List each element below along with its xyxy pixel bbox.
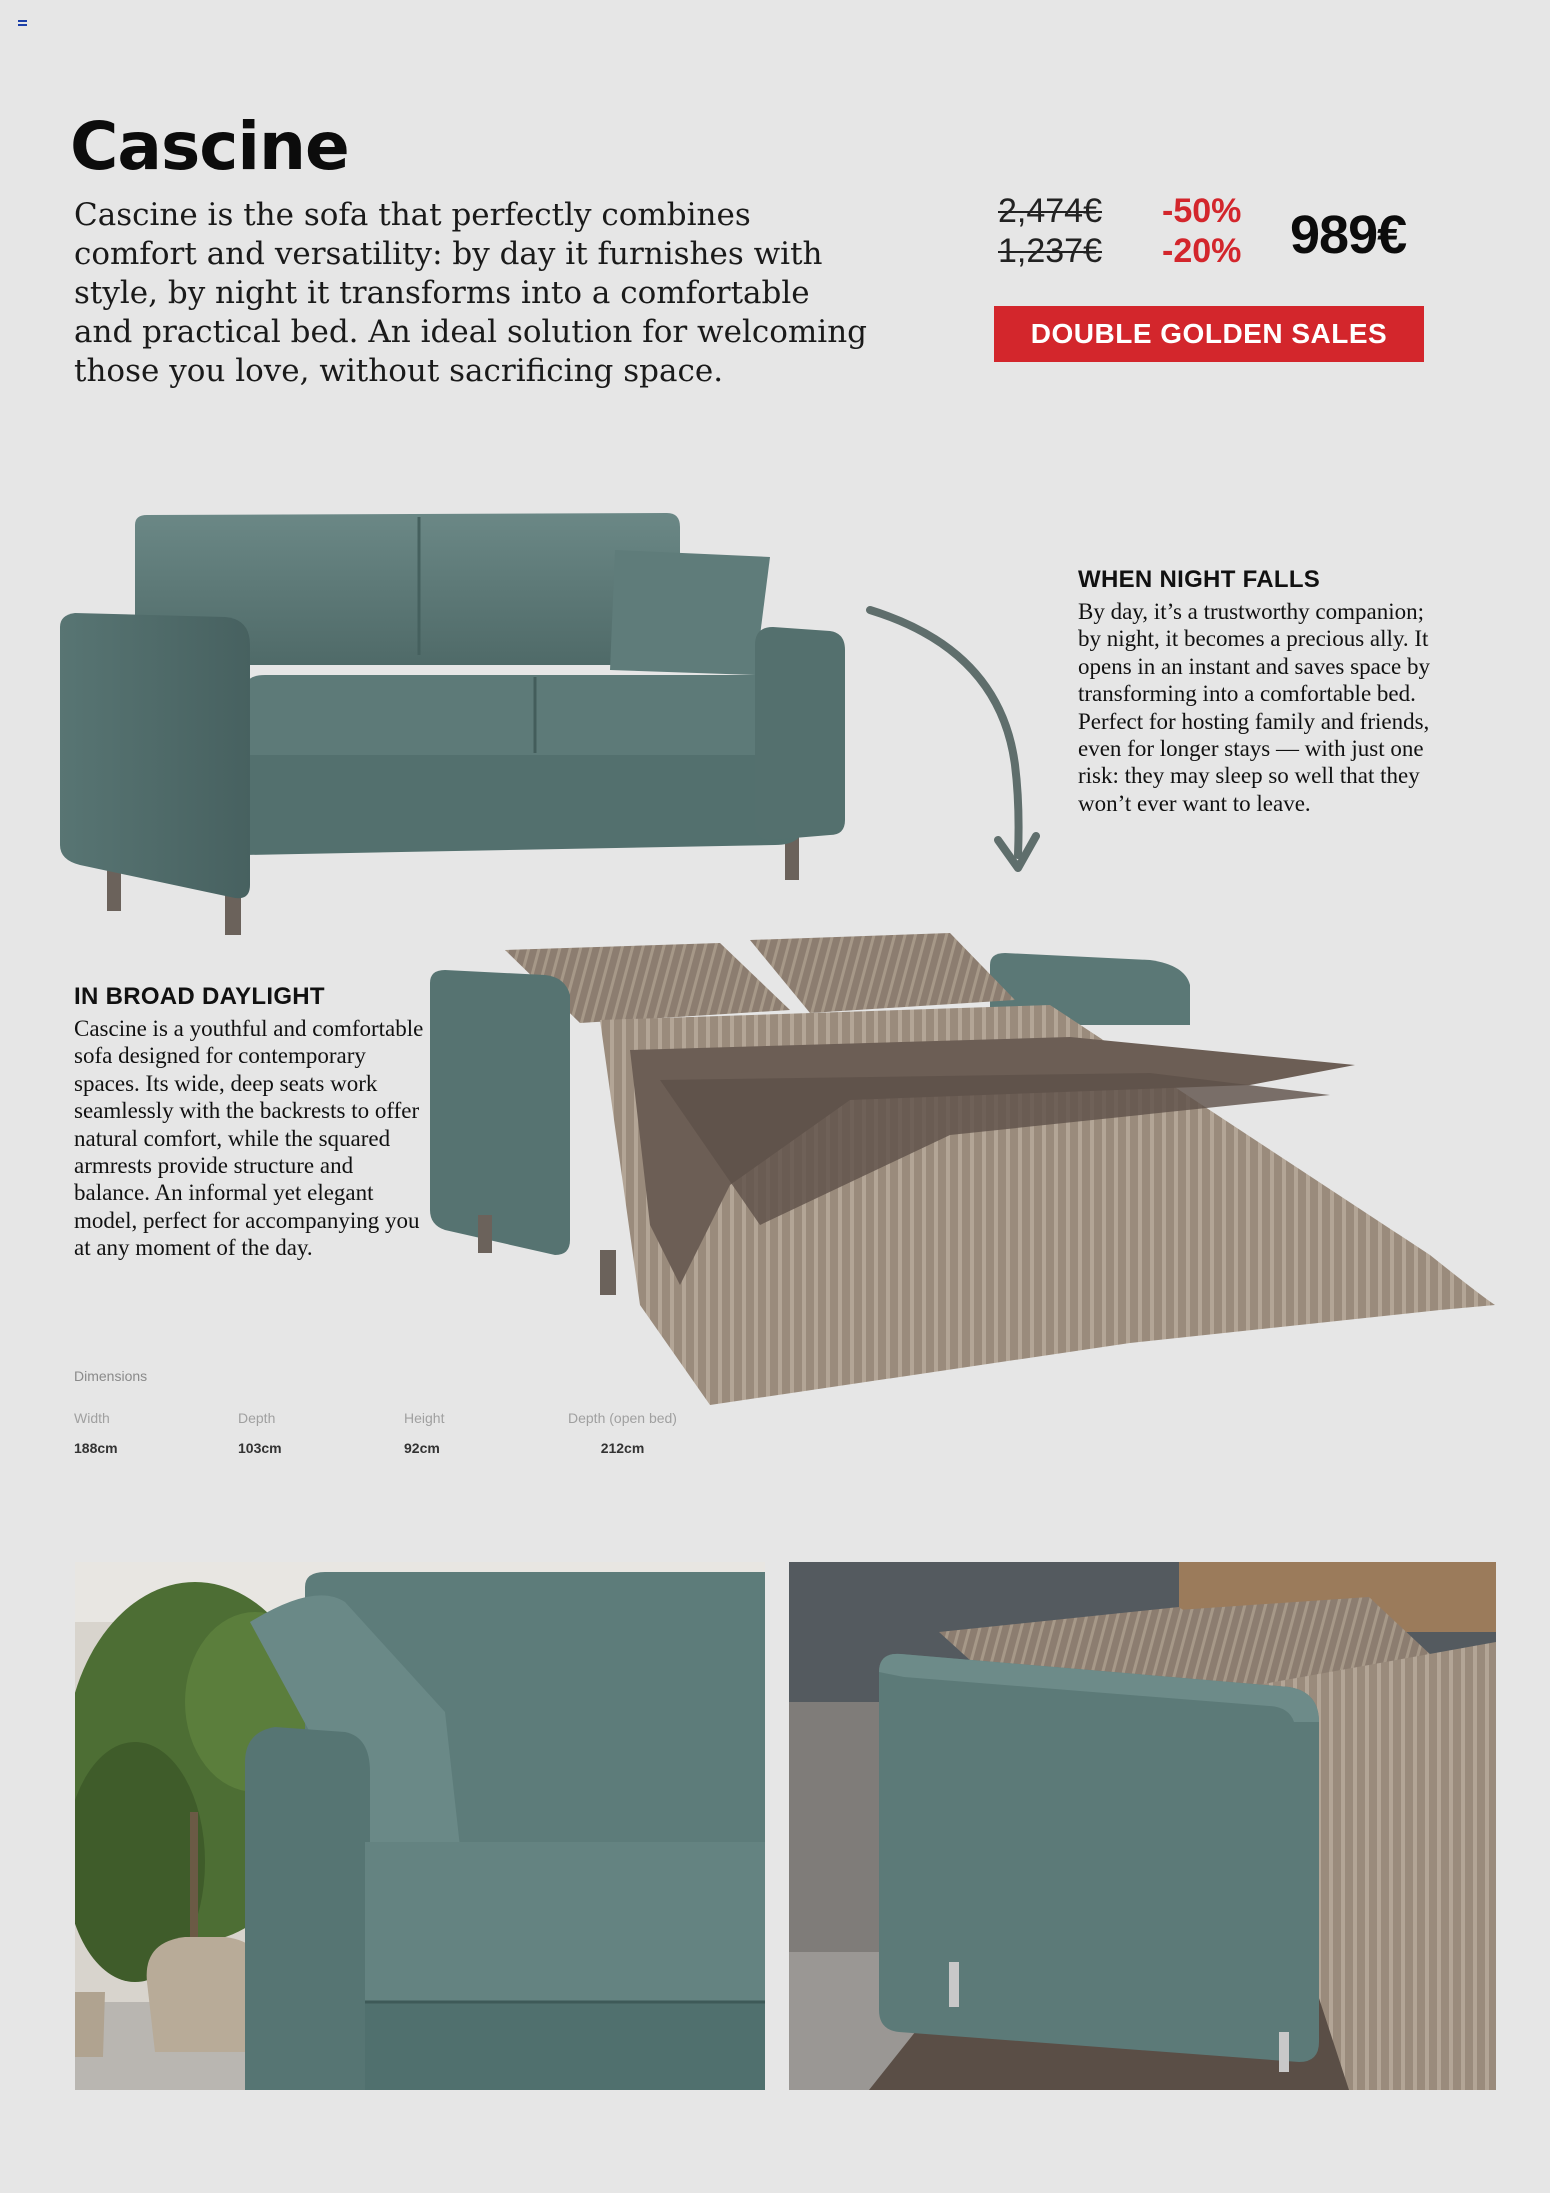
sofa-bed-image [430,925,1500,1415]
menu-icon[interactable] [18,20,27,26]
night-section [1078,566,1448,817]
sofa-image [55,505,855,940]
dimension-value: 92cm [404,1440,440,1456]
price-block [990,190,1430,370]
product-title: Cascine [70,108,349,185]
first-discount: -50% [1162,192,1242,230]
dimension-value: 212cm [600,1440,645,1456]
promo-banner: DOUBLE GOLDEN SALES [994,306,1424,362]
dimension-width [74,1410,118,1456]
dimension-value: 103cm [238,1440,282,1456]
night-heading: WHEN NIGHT FALLS [1078,566,1321,593]
dimension-label: Depth (open bed) [568,1410,677,1426]
transform-arrow-icon [860,600,1040,880]
dimensions-block [74,1368,774,1458]
intermediate-price: 1,237€ [998,232,1102,270]
night-body: By day, it’s a trustworthy companion; by night, it becomes a precious ally. It opens in an instant and saves space by transforming into a comfortable bed. Perfect for hosting family and friends, even for longer stays — with just one risk: they may sleep so well that they won’t ever want to leave. [1078,599,1430,816]
dimension-height [404,1410,444,1456]
day-section [74,983,434,1262]
sofa-bed-detail-photo [789,1562,1496,2090]
dimension-label: Width [74,1410,110,1426]
final-price: 989€ [1290,205,1407,265]
dimensions-title: Dimensions [74,1368,148,1384]
dimension-value: 188cm [74,1440,118,1456]
dimension-label: Height [404,1410,445,1426]
product-intro: Cascine is the sofa that perfectly combines comfort and versatility: by day it furnishes with style, by night it transforms into a comfortable and practical bed. An ideal solution for welcoming those you love, without sacrificing space. [74,197,867,389]
dimension-label: Depth [238,1410,276,1426]
dimension-depth-open-bed [568,1410,677,1456]
second-discount: -20% [1162,232,1242,270]
day-heading: IN BROAD DAYLIGHT [74,983,325,1010]
sofa-detail-photo [75,1562,765,2090]
original-price: 2,474€ [998,192,1102,230]
day-body: Cascine is a youthful and comfortable sofa designed for contemporary spaces. Its wide, deep seats work seamlessly with the backrests to offer natural comfort, while the squared armrests provide structure and balance. An informal yet elegant model, perfect for accompanying you at any moment of the day. [74,1016,424,1261]
dimension-depth [238,1410,282,1456]
